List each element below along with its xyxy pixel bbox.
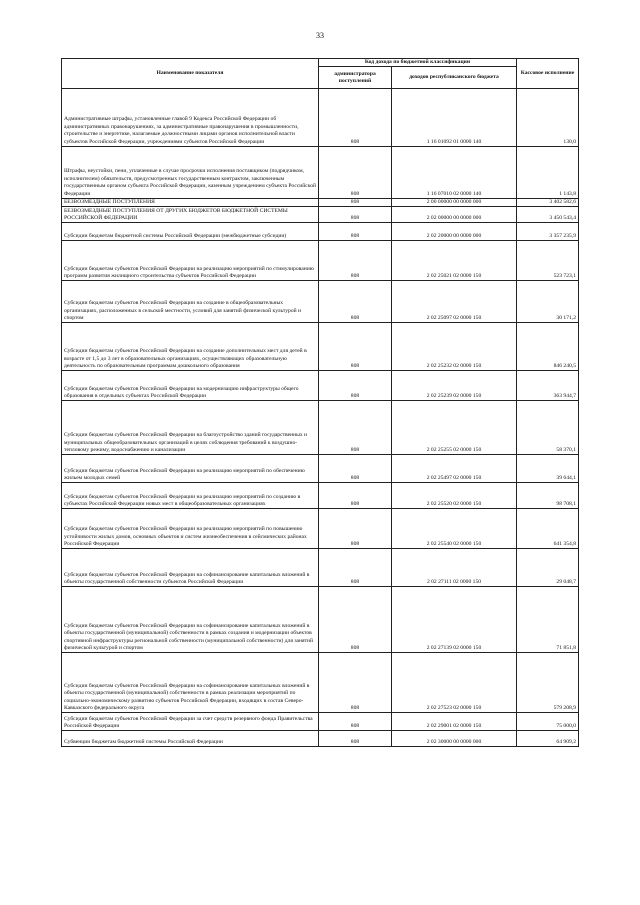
table-row <box>62 713 579 731</box>
row-administrator-code: 808 <box>319 281 392 323</box>
row-administrator-code: 808 <box>319 509 392 549</box>
row-cash-execution: 29 048,7 <box>517 549 579 587</box>
row-administrator-code: 808 <box>319 223 392 241</box>
row-revenue-code: 1 16 01092 01 0000 140 <box>392 89 517 147</box>
row-revenue-code: 2 02 25097 02 0000 150 <box>392 281 517 323</box>
row-cash-execution: 3 450 543,4 <box>517 207 579 223</box>
row-administrator-code: 808 <box>319 147 392 199</box>
row-revenue-code: 2 02 25255 02 0000 150 <box>392 401 517 455</box>
row-indicator-name: Субсидии бюджетам субъектов Российской Федерации на модернизацию инфраструктуры общего образования в отдельных субъектах Российской Федерации <box>62 371 319 401</box>
row-indicator-name: Субсидии бюджетам субъектов Российской Федерации на создание дополнительных мест для детей в возрасте от 1,5 до 3 лет в образовательных организациях, осуществляющих образовательную деятельность по образовательным программам дошкольного образования <box>62 323 319 371</box>
row-cash-execution: 64 909,2 <box>517 731 579 747</box>
row-revenue-code: 2 02 30000 00 0000 000 <box>392 731 517 747</box>
row-revenue-code: 2 02 25520 02 0000 150 <box>392 483 517 509</box>
row-administrator-code: 808 <box>319 207 392 223</box>
row-administrator-code: 808 <box>319 89 392 147</box>
page-number: 33 <box>316 31 324 40</box>
row-revenue-code: 2 00 00000 00 0000 000 <box>392 199 517 207</box>
table-row <box>62 371 579 401</box>
header-classification-code: Код дохода по бюджетной классификации <box>319 59 517 67</box>
header-indicator-name: Наименование показателя <box>62 59 319 89</box>
row-indicator-name: Административные штрафы, установленные главой 9 Кодекса Российской Федерации об административных правонарушениях, за административные правонарушения в промышленности, строительстве и энергетике, налагаемые должностными лицами органов исполнительной власти субъектов Российской Федерации, учреждениями субъектов Российской Федерации <box>62 89 319 147</box>
row-revenue-code: 2 02 25497 02 0000 150 <box>392 455 517 483</box>
row-revenue-code: 2 02 25232 02 0000 150 <box>392 323 517 371</box>
row-cash-execution: 130,0 <box>517 89 579 147</box>
table-row <box>62 147 579 199</box>
table-row <box>62 241 579 281</box>
row-cash-execution: 1 143,8 <box>517 147 579 199</box>
table-row <box>62 401 579 455</box>
row-indicator-name: Субсидии бюджетам субъектов Российской Федерации на реализацию мероприятий по стимулированию программ развития жилищного строительства субъектов Российской Федерации <box>62 241 319 281</box>
row-indicator-name: Субсидии бюджетам субъектов Российской Федерации на благоустройство зданий государственных и муниципальных общеобразовательных организаций в целях соблюдения требований к воздушно-тепловому режиму, водоснабжению и канализации <box>62 401 319 455</box>
row-cash-execution: 98 708,1 <box>517 483 579 509</box>
row-revenue-code: 2 02 25540 02 0000 150 <box>392 509 517 549</box>
row-administrator-code: 808 <box>319 401 392 455</box>
row-indicator-name: БЕЗВОЗМЕЗДНЫЕ ПОСТУПЛЕНИЯ ОТ ДРУГИХ БЮДЖЕТОВ БЮДЖЕТНОЙ СИСТЕМЫ РОССИЙСКОЙ ФЕДЕРАЦИИ <box>62 207 319 223</box>
row-administrator-code: 808 <box>319 371 392 401</box>
row-cash-execution: 579 208,9 <box>517 653 579 713</box>
row-indicator-name: Субсидии бюджетам субъектов Российской Федерации на реализацию мероприятий по повышению устойчивости жилых домов, основных объектов и систем жизнеобеспечения в сейсмических районах Российской Федерации <box>62 509 319 549</box>
row-indicator-name: БЕЗВОЗМЕЗДНЫЕ ПОСТУПЛЕНИЯ <box>62 199 319 207</box>
row-administrator-code: 808 <box>319 455 392 483</box>
header-administrator: администратора поступлений <box>319 67 392 89</box>
table-row <box>62 207 579 223</box>
budget-revenue-table <box>61 58 579 747</box>
row-cash-execution: 846 240,5 <box>517 323 579 371</box>
row-revenue-code: 2 02 00000 00 0000 000 <box>392 207 517 223</box>
row-revenue-code: 2 02 27139 02 0000 150 <box>392 587 517 653</box>
row-indicator-name: Штрафы, неустойки, пени, уплаченные в случае просрочки исполнения поставщиком (подрядчиком, исполнителем) обязательств, предусмотренных государственным контрактом, заключенным государственным органом субъекта Российской Федерации, казенным учреждением субъекта Российской Федерации <box>62 147 319 199</box>
row-cash-execution: 641 354,8 <box>517 509 579 549</box>
row-cash-execution: 3 357 235,9 <box>517 223 579 241</box>
row-indicator-name: Субсидии бюджетам субъектов Российской Федерации на создание в общеобразовательных организациях, расположенных в сельской местности, условий для занятий физической культурой и спортом <box>62 281 319 323</box>
row-administrator-code: 808 <box>319 587 392 653</box>
table-row <box>62 199 579 207</box>
row-administrator-code: 808 <box>319 731 392 747</box>
header-cash-execution: Кассовое исполнение <box>517 59 579 89</box>
row-revenue-code: 2 02 20000 00 0000 000 <box>392 223 517 241</box>
row-indicator-name: Субсидии бюджетам субъектов Российской Федерации на софинансирование капитальных вложений в объекты государственной (муниципальной) собственности в рамках создания и модернизации объектов спортивной инфраструктуры региональной собственности (муниципальной собственности) для занятий физической культурой и спортом <box>62 587 319 653</box>
table-row <box>62 89 579 147</box>
row-indicator-name: Субсидии бюджетам субъектов Российской Федерации на софинансирование капитальных вложений в объекты государственной собственности субъектов Российской Федерации <box>62 549 319 587</box>
row-revenue-code: 2 02 27111 02 0000 150 <box>392 549 517 587</box>
row-cash-execution: 58 370,1 <box>517 401 579 455</box>
row-administrator-code: 808 <box>319 199 392 207</box>
row-administrator-code: 808 <box>319 323 392 371</box>
row-indicator-name: Субсидии бюджетам бюджетной системы Российской Федерации (межбюджетные субсидии) <box>62 223 319 241</box>
table-row <box>62 509 579 549</box>
row-cash-execution: 523 723,1 <box>517 241 579 281</box>
header-revenue-code: доходов республиканского бюджета <box>392 67 517 89</box>
table-row <box>62 653 579 713</box>
table-row <box>62 223 579 241</box>
row-administrator-code: 808 <box>319 653 392 713</box>
table-row <box>62 731 579 747</box>
row-cash-execution: 30 171,2 <box>517 281 579 323</box>
row-revenue-code: 2 02 27523 02 0000 150 <box>392 653 517 713</box>
row-indicator-name: Субсидии бюджетам субъектов Российской Федерации за счет средств резервного фонда Правительства Российской Федерации <box>62 713 319 731</box>
table-row <box>62 281 579 323</box>
row-cash-execution: 71 851,8 <box>517 587 579 653</box>
row-administrator-code: 808 <box>319 549 392 587</box>
table-row <box>62 455 579 483</box>
row-cash-execution: 39 644,1 <box>517 455 579 483</box>
row-administrator-code: 808 <box>319 713 392 731</box>
row-revenue-code: 2 02 25021 02 0000 150 <box>392 241 517 281</box>
row-indicator-name: Субвенции бюджетам бюджетной системы Российской Федерации <box>62 731 319 747</box>
row-cash-execution: 3 402 582,6 <box>517 199 579 207</box>
row-administrator-code: 808 <box>319 483 392 509</box>
row-revenue-code: 1 16 07010 02 0000 140 <box>392 147 517 199</box>
row-revenue-code: 2 02 29001 02 0000 150 <box>392 713 517 731</box>
table-row <box>62 483 579 509</box>
row-revenue-code: 2 02 25239 02 0000 150 <box>392 371 517 401</box>
table-row <box>62 587 579 653</box>
table-row <box>62 549 579 587</box>
row-indicator-name: Субсидии бюджетам субъектов Российской Федерации на реализацию мероприятий по обеспечению жильем молодых семей <box>62 455 319 483</box>
row-cash-execution: 363 944,7 <box>517 371 579 401</box>
row-administrator-code: 808 <box>319 241 392 281</box>
row-indicator-name: Субсидии бюджетам субъектов Российской Федерации на софинансирование капитальных вложений в объекты государственной (муниципальной) собственности в рамках реализации мероприятий по социально-экономическому развитию субъектов Российской Федерации, входящих в состав Северо-Кавказского федерального округа <box>62 653 319 713</box>
table-row <box>62 323 579 371</box>
row-indicator-name: Субсидии бюджетам субъектов Российской Федерации на реализацию мероприятий по созданию в субъектах Российской Федерации новых мест в общеобразовательных организациях <box>62 483 319 509</box>
row-cash-execution: 75 000,0 <box>517 713 579 731</box>
